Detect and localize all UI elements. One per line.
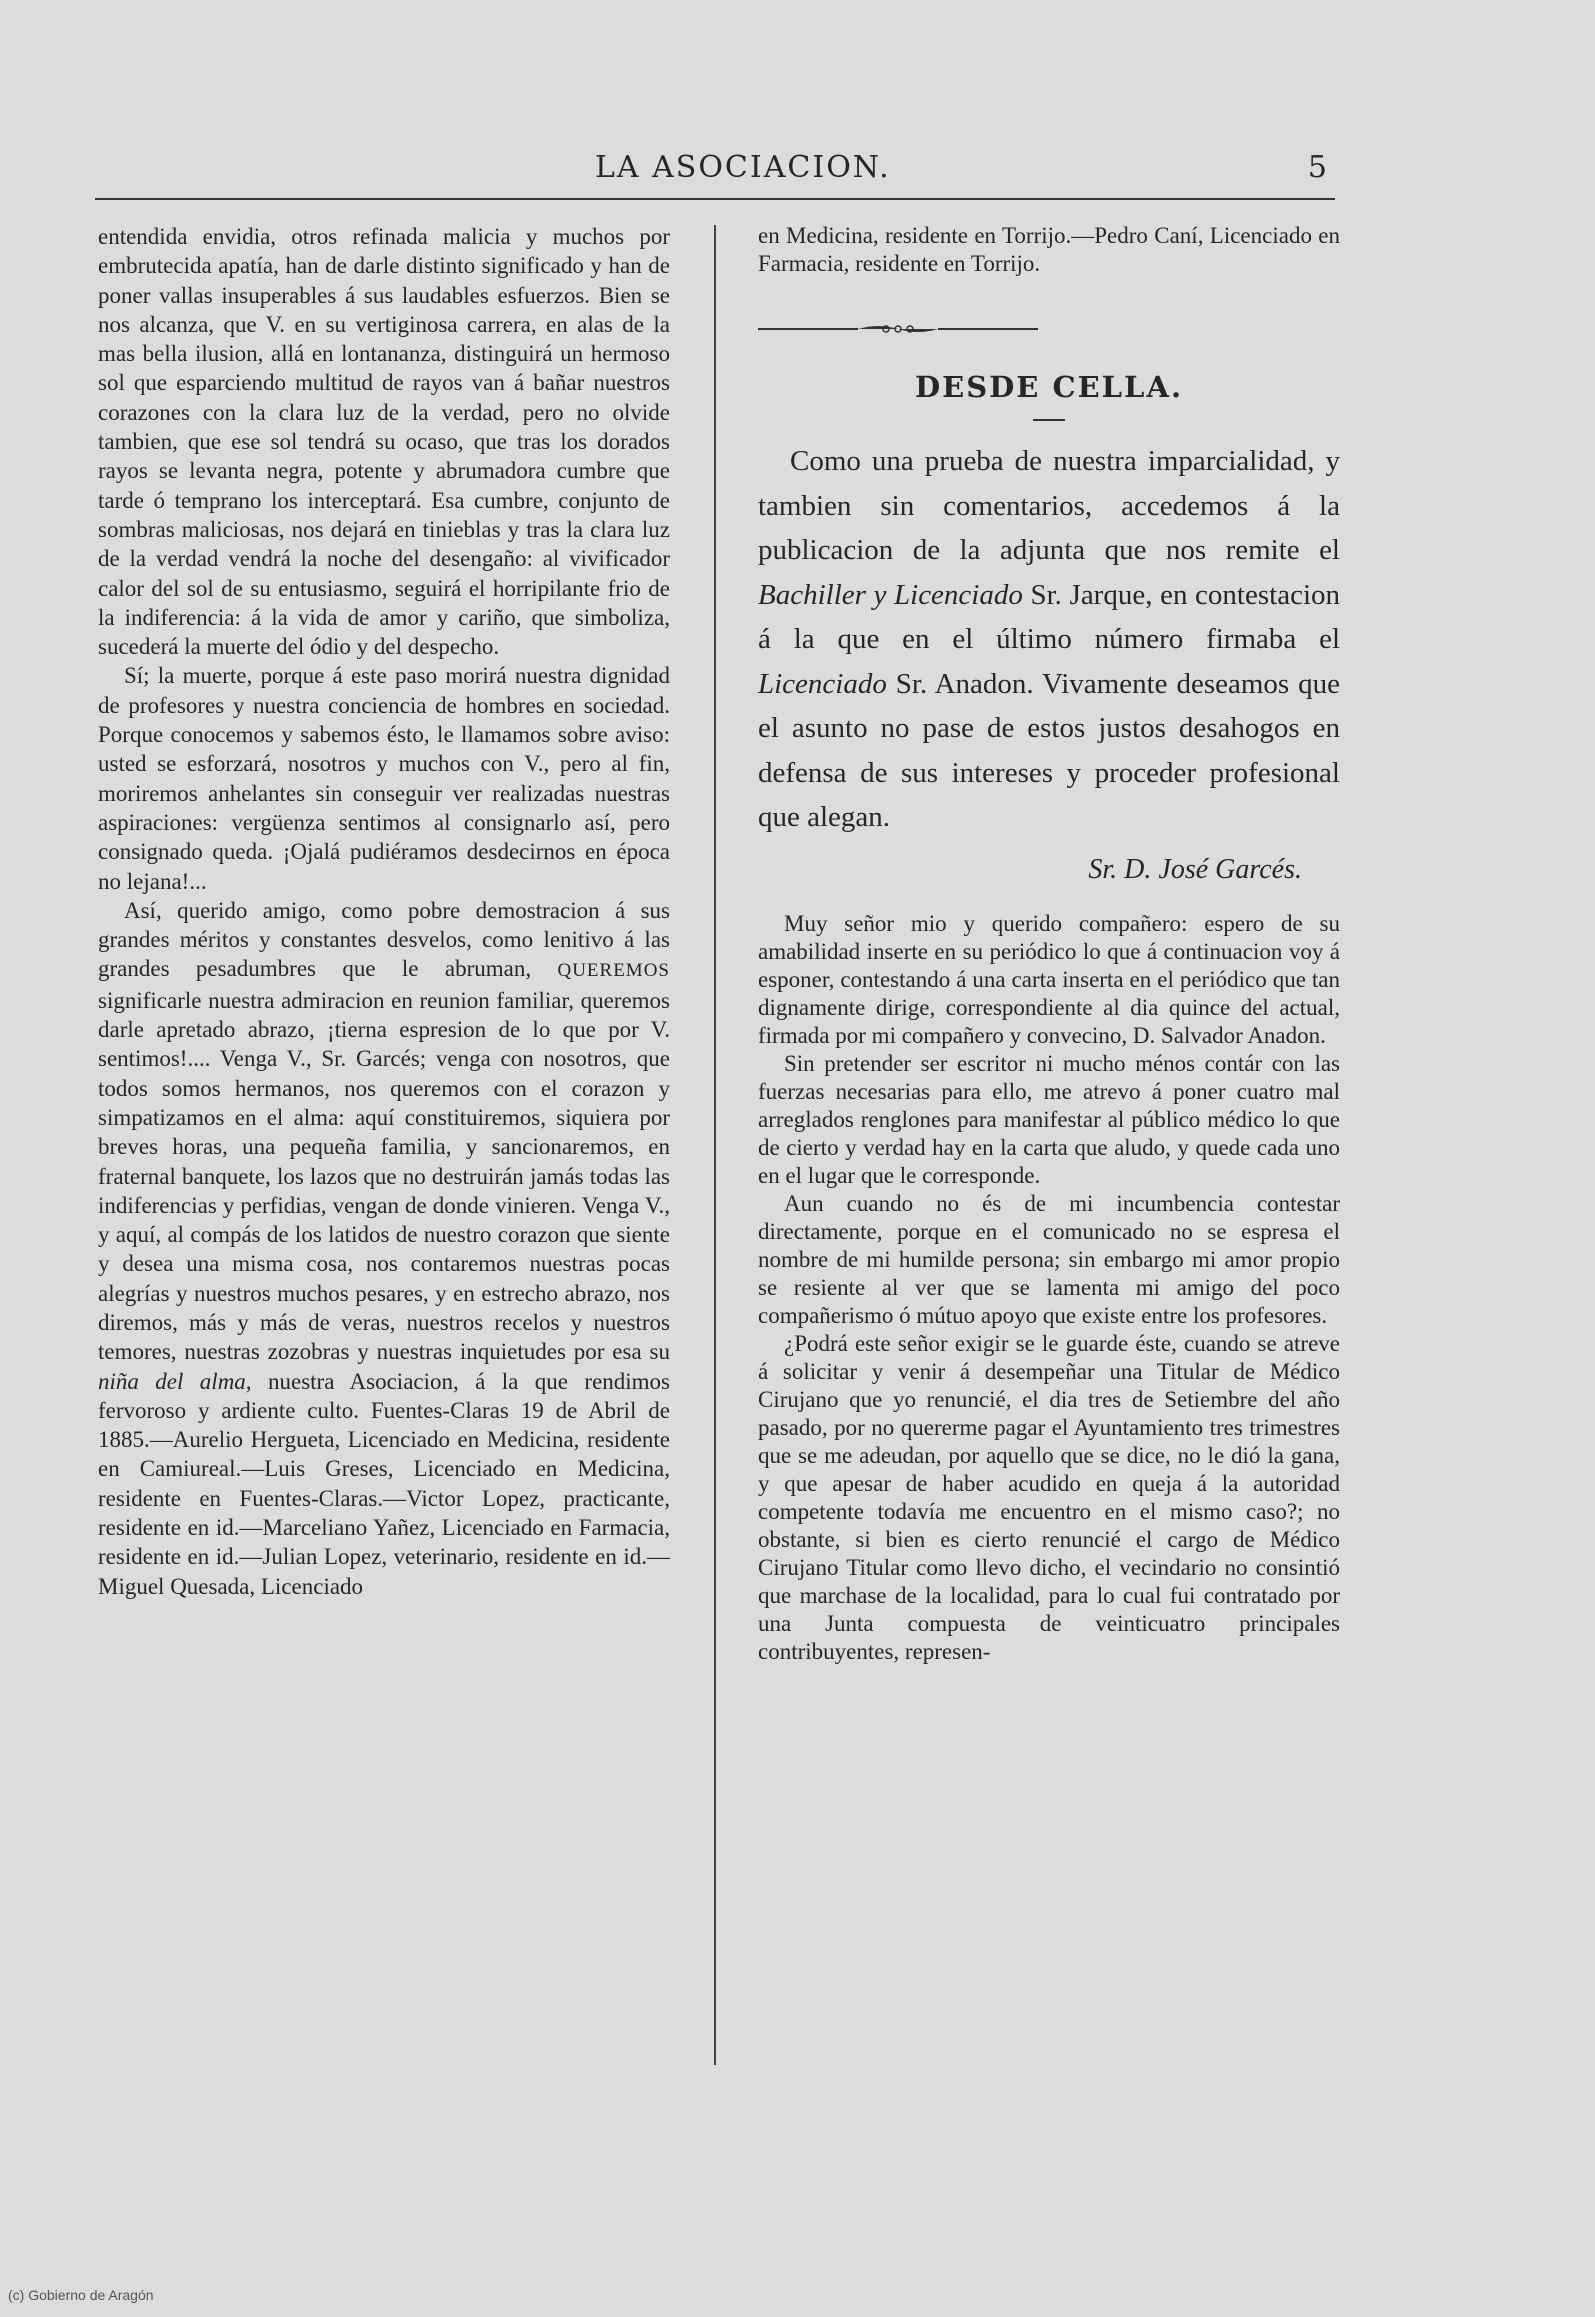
letter-addressee: Sr. D. José Garcés. — [1088, 853, 1302, 885]
intro-italic-1: Bachiller y Licenciado — [758, 578, 1023, 611]
publication-title: LA ASOCIACION. — [595, 150, 891, 185]
letter-paragraph-1: Muy señor mio y querido compañero: espero de su amabilidad inserte en su periódico lo que á continuacion voy á esponer, contestando á una carta inserta en el periódico que tan dignamente dirige, correspondiente al dia quince del actual, firmada por mi compañero y convecino, D. Salvador Anadon. — [758, 910, 1340, 1048]
left-paragraph-3-start: Así, querido amigo, como pobre demostracion á sus grandes méritos y constantes desvelos, como lenitivo á las grandes pesadumbres que le abruman, — [98, 897, 670, 982]
letter-paragraph-4: ¿Podrá este señor exigir se le guarde éste, cuando se atreve á solicitar y venir á desempeñar una Titular de Médico Cirujano que yo renuncié, el dia tres de Setiembre del año pasado, por no quererme pagar el Ayuntamiento tres trimestres que se me adeudan, por aquello que se dice, no le dió la gana, y que apesar de haber acudido en queja á la autoridad competente todavía me encuentro en el mismo caso?; no obstante, si bien es cierto renuncié el cargo de Médico Cirujano Titular como llevo dicho, el vecindario no consintió que marchase de la localidad, para lo cual fui contratado por una Junta compuesta de veinticuatro principales contribuyentes, represen- — [758, 1330, 1340, 1664]
left-paragraph-3-middle: significarle nuestra admiracion en reunion familiar, queremos darle apretado abrazo, ¡tierna espresion de lo que por V. sentimos!.... Venga V., Sr. Garcés; venga con nosotros, que todos somos hermanos, nos queremos con el corazon y simpatizamos en el alma: aquí constituiremos, siquiera por breves horas, una pequeña familia, y sancionaremos, en fraternal banquete, los lazos que no destruirán jamás todas las indiferencias y perfidias, vengan de donde vinieren. Venga V., y aquí, al compás de los latidos de nuestro corazon que siente y desea una misma cosa, nos contaremos nuestras pocas alegrías y nuestros muchos pesares, y en estrecho abrazo, nos diremos, más y más de veras, nuestros recelos y nuestros temores, nuestras zozobras y nuestras inquietudes por esa su — [98, 987, 670, 1365]
left-paragraph-1: entendida envidia, otros refinada malicia y muchos por embrutecida apatía, han de darle distinto significado y han de poner vallas insuperables á sus laudables esfuerzos. Bien se nos alcanza, que V. en su vertiginosa carrera, en alas de la mas bella ilusion, allá en lontananza, distinguirá un hermoso sol que esparciendo multitud de rayos van á bañar nuestros corazones con la clara luz de la verdad, pero no olvide tambien, que ese sol tendrá su ocaso, que tras los dorados rayos se levanta negra, potente y abrumadora cumbre que tarde ó temprano los interceptará. Esa cumbre, conjunto de sombras maliciosas, nos dejará en tinieblas y tras la clara luz de la verdad vendrá la noche del desengaño: al vivificador calor del sol de su entusiasmo, seguirá el horripilante frio de la indiferencia: á la vida de amor y cariño, que simboliza, sucederá la muerte del ódio y del despecho. — [98, 224, 670, 660]
ornament-divider — [758, 322, 1038, 336]
section-title: DESDE CELLA. — [914, 370, 1184, 404]
copyright-credit: (c) Gobierno de Aragón — [8, 2287, 154, 2303]
letter-paragraph-3: Aun cuando no és de mi incumbencia contestar directamente, porque en el comunicado no se espresa el nombre de mi humilde persona; sin embargo mi amor propio se resiente al ver que se lamenta mi amigo del poco compañerismo ó mútuo apoyo que existe entre los profesores. — [758, 1190, 1340, 1328]
intro-text-1: Como una prueba de nuestra imparcialidad, y tambien sin comentarios, accedemos á la publicacion de la adjunta que nos remite el — [758, 445, 1340, 566]
intro-italic-2: Licenciado — [758, 667, 887, 700]
letter-body — [758, 910, 1340, 1666]
page-header — [95, 150, 1335, 200]
letter-paragraph-2: Sin pretender ser escritor ni mucho ménos contár con las fuerzas necesarias para ello, me atrevo á poner cuatro mal arreglados renglones para manifestar al público médico lo que de cierto y verdad hay en la carta que aludo, y quede cada uno en el lugar que le corresponde. — [758, 1050, 1340, 1188]
left-paragraph-3 — [98, 896, 670, 1601]
emphasis-queremos: QUEREMOS — [557, 960, 670, 982]
right-column — [758, 222, 1340, 1666]
page-number: 5 — [1307, 150, 1327, 185]
editorial-intro — [758, 439, 1340, 840]
right-continuation: en Medicina, residente en Torrijo.—Pedro Caní, Licenciado en Farmacia, residente en Torrijo. — [758, 223, 1340, 276]
title-dash — [1033, 419, 1065, 421]
column-divider — [714, 225, 716, 2065]
italic-phrase: niña del alma, — [98, 1368, 252, 1394]
left-paragraph-2: Sí; la muerte, porque á este paso morirá nuestra dignidad de profesores y nuestra conciencia de hombres en sociedad. Porque conocemos y sabemos ésto, le llamamos sobre aviso: usted se esforzará, nosotros y muchos con V., pero al fin, moriremos anhelantes sin conseguir ver realizadas nuestras aspiraciones: vergüenza sentimos al consignarlo así, pero consignado queda. ¡Ojalá pudiéramos desdecirnos en época no lejana!... — [98, 663, 670, 894]
intro-text-2: Sr. Jarque, en contestacion á la que en el último número firmaba el — [758, 578, 1340, 655]
left-paragraph-3-signatures: nuestra Asociacion, á la que rendimos fervoroso y ardiente culto. Fuentes-Claras 19 de Abril de 1885.—Aurelio Hergueta, Licenciado en Medicina, residente en Camiureal.—Luis Greses, Licenciado en Medicina, residente en Fuentes-Claras.—Victor Lopez, practicante, residente en id.—Marceliano Yañez, Licenciado en Farmacia, residente en id.—Julian Lopez, veterinario, residente en id.—Miguel Quesada, Licenciado — [98, 1368, 671, 1599]
left-column — [98, 222, 670, 1601]
intro-text-3: Sr. Anadon. Vivamente deseamos que el asunto no pase de estos justos desahogos en defensa de sus intereses y proceder profesional que alegan. — [758, 667, 1340, 833]
